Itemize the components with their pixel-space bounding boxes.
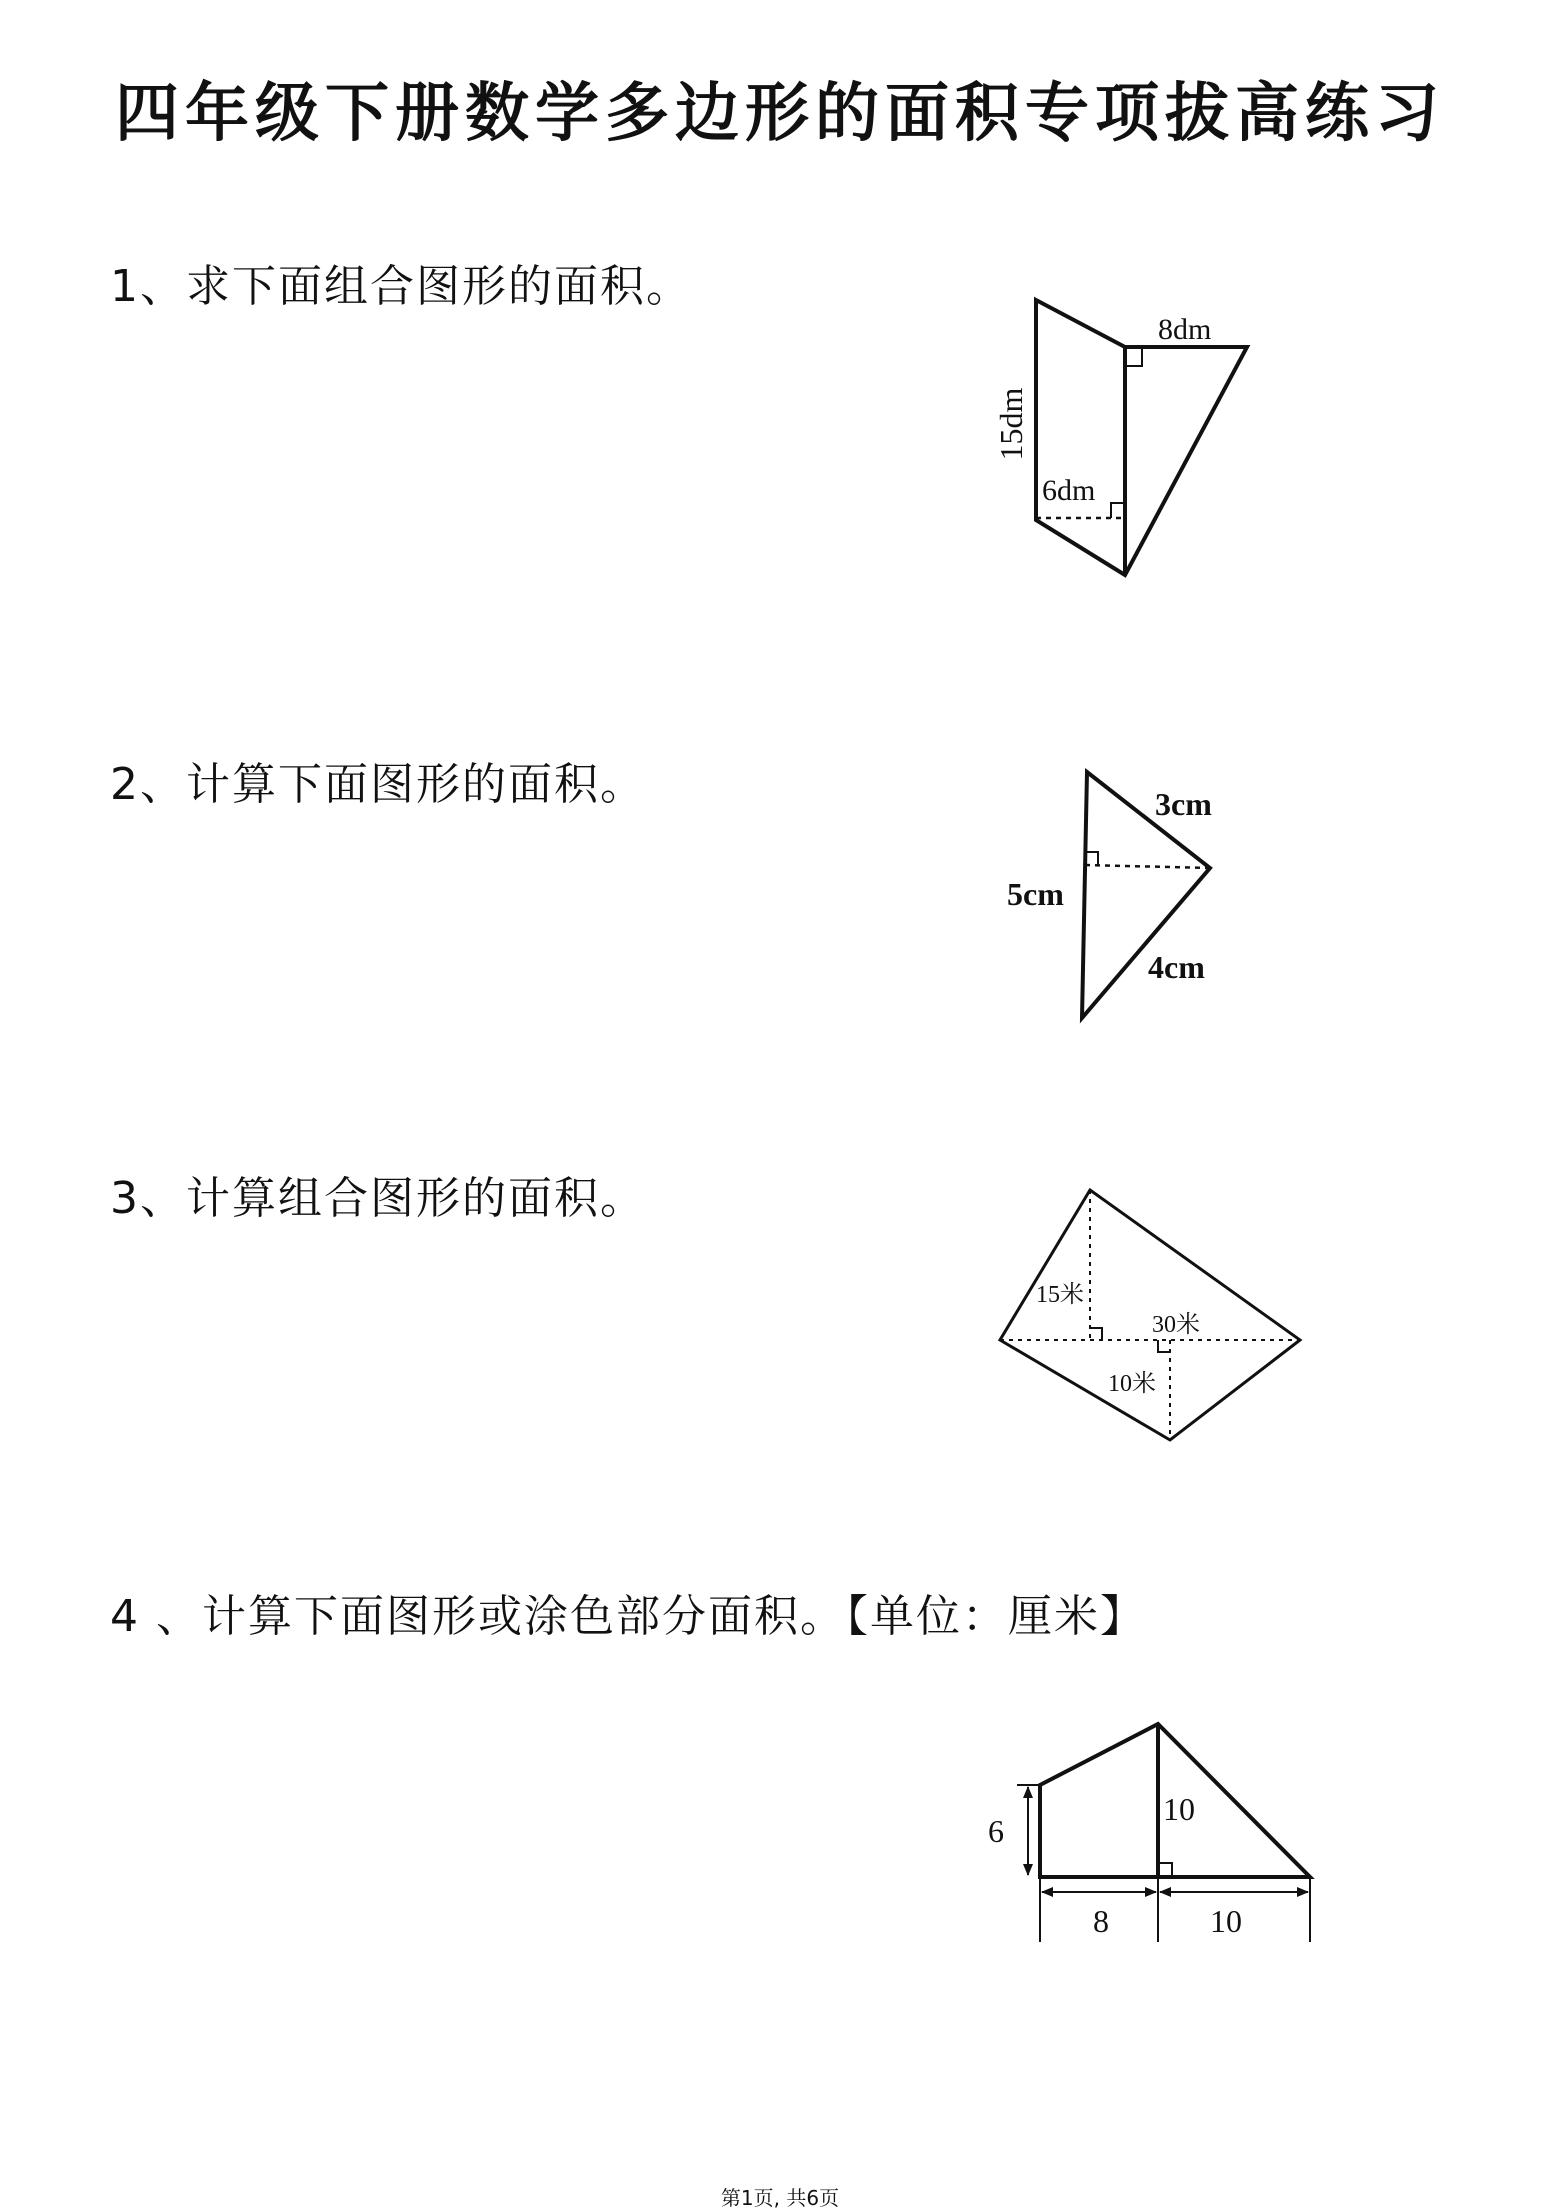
q3-quadrilateral: [1000, 1190, 1300, 1440]
q1-right-angle-bottom: [1111, 503, 1125, 518]
q3-right-angle-bottom: [1158, 1340, 1170, 1352]
q2-label-4cm: 4cm: [1148, 949, 1205, 985]
question-4-figure: [980, 1710, 1320, 1950]
question-3-figure: [990, 1180, 1310, 1455]
q4-dim-8-arrow-left: [1041, 1887, 1053, 1897]
page-title: 四年级下册数学多边形的面积专项拔高练习: [115, 77, 1445, 151]
q3-right-angle-top: [1090, 1328, 1102, 1340]
question-2-text: 2、计算下面图形的面积。: [110, 759, 646, 810]
question-1-text: 1、求下面组合图形的面积。: [110, 261, 692, 312]
q4-dim-6-arrow-down: [1023, 1864, 1033, 1876]
question-1-figure: [980, 290, 1280, 590]
q4-label-height-10: 10: [1163, 1791, 1195, 1827]
q3-label-15m: 15米: [1036, 1282, 1084, 1308]
question-4-text: 4 、计算下面图形或涂色部分面积。【单位：厘米】: [110, 1591, 1146, 1642]
q4-dim-10-arrow-right: [1297, 1887, 1309, 1897]
q4-dim-10-arrow-left: [1159, 1887, 1171, 1897]
q1-label-8dm: 8dm: [1158, 313, 1212, 346]
q4-dim-6-arrow-up: [1023, 1786, 1033, 1798]
q2-label-3cm: 3cm: [1155, 786, 1212, 822]
q3-label-30m: 30米: [1152, 1312, 1200, 1338]
q1-label-15dm: 15dm: [993, 387, 1029, 461]
q2-label-5cm: 5cm: [1007, 876, 1064, 912]
page-footer: 第1页, 共6页: [720, 2186, 840, 2210]
q1-right-angle-top: [1125, 349, 1142, 366]
q2-height-dashed: [1085, 865, 1210, 868]
q4-label-base-10: 10: [1210, 1903, 1242, 1939]
q1-label-6dm: 6dm: [1042, 474, 1096, 507]
q2-right-angle: [1086, 852, 1098, 865]
q4-dim-8-arrow-right: [1145, 1887, 1157, 1897]
q3-label-10m: 10米: [1108, 1371, 1156, 1397]
question-3-text: 3、计算组合图形的面积。: [110, 1173, 646, 1224]
q4-right-angle: [1158, 1863, 1172, 1877]
q1-outline: [1036, 300, 1247, 575]
q4-label-8: 8: [1093, 1903, 1109, 1939]
question-2-figure: [990, 760, 1240, 1030]
q4-label-6: 6: [988, 1813, 1004, 1849]
